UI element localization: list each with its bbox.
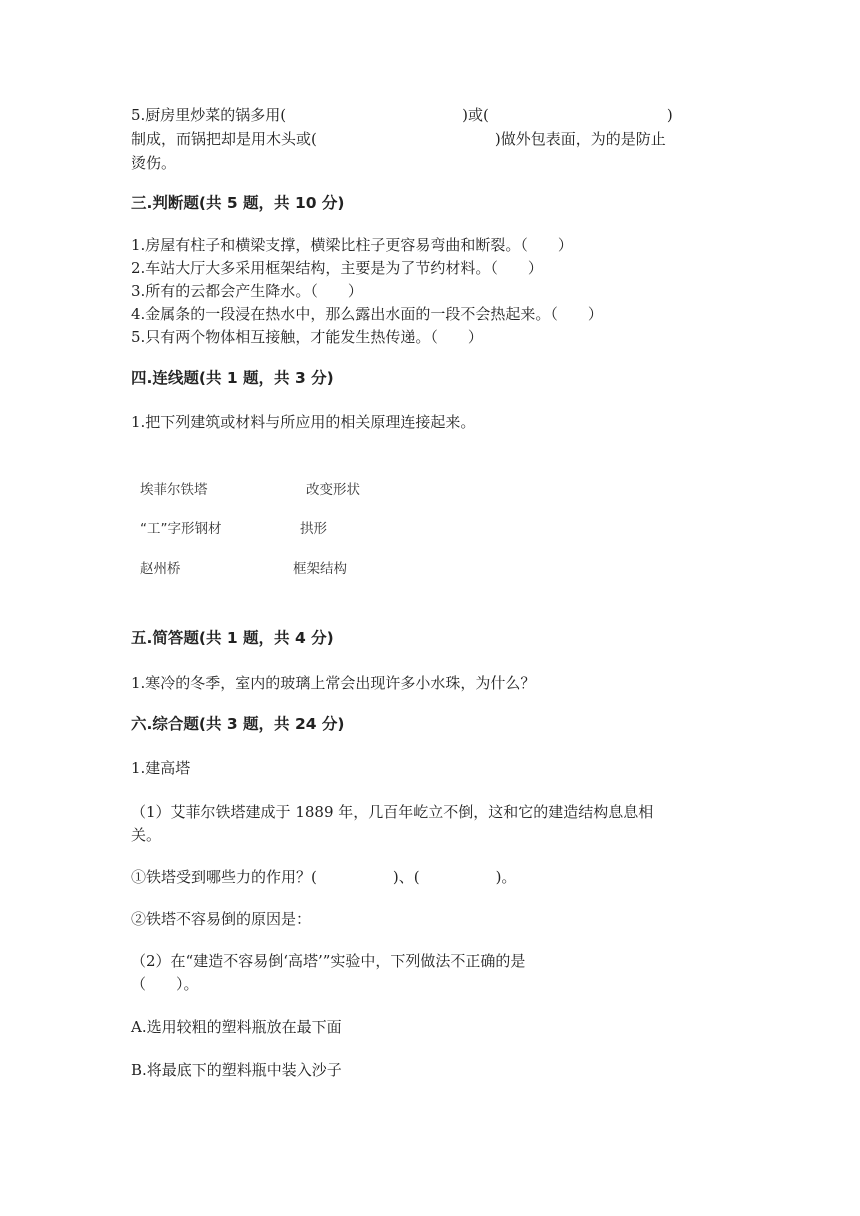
judge-item-3: 3.所有的云都会产生降水。（ ） [131,282,363,300]
match-left-3: 赵州桥 [140,561,181,577]
forces-text-c: )。 [495,868,517,886]
q5-line-1 [131,104,673,126]
section-6-title: 六.综合题(共 3 题，共 24 分) [131,715,345,733]
part2-line-2: （ ）。 [131,975,199,993]
forces-question [131,866,516,888]
forces-text-b: )、( [392,868,420,886]
short-answer-question: 1.寒冷的冬季，室内的玻璃上常会出现许多小水珠，为什么？ [131,674,536,692]
part2-line-1: （2）在“建造不容易倒‘高塔’”实验中，下列做法不正确的是 [131,952,526,970]
matching-question: 1.把下列建筑或材料与所应用的相关原理连接起来。 [131,413,476,431]
q5-text-a: 5.厨房里炒菜的锅多用( [131,106,287,124]
section-5-title: 五.简答题(共 1 题，共 4 分) [131,629,334,647]
judge-item-1: 1.房屋有柱子和横梁支撑，横梁比柱子更容易弯曲和断裂。（ ） [131,236,573,254]
match-right-2: 拱形 [300,521,327,537]
match-right-1: 改变形状 [306,482,360,498]
comprehensive-q1-title: 1.建高塔 [131,759,191,777]
q5-line-3: 烫伤。 [131,154,177,172]
forces-text-a: ①铁塔受到哪些力的作用？( [131,868,317,886]
match-left-2: “工”字形钢材 [140,521,222,537]
match-left-1: 埃菲尔铁塔 [140,482,208,498]
q5-text-e: )做外包表面，为的是防止 [494,130,666,148]
judge-item-4: 4.金属条的一段浸在热水中，那么露出水面的一段不会热起来。（ ） [131,305,603,323]
part1-line-2: 关。 [131,826,162,844]
option-a: A.选用较粗的塑料瓶放在最下面 [131,1018,342,1036]
section-3-title: 三.判断题(共 5 题，共 10 分) [131,194,345,212]
part1-line-1: （1）艾菲尔铁塔建成于 1889 年，几百年屹立不倒，这和它的建造结构息息相 [131,803,654,821]
match-right-3: 框架结构 [293,561,347,577]
q5-text-d: 制成，而锅把却是用木头或( [131,130,317,148]
q5-text-c: ) [666,106,673,124]
judge-item-2: 2.车站大厅大多采用框架结构，主要是为了节约材料。（ ） [131,259,543,277]
q5-line-2 [131,128,666,150]
section-4-title: 四.连线题(共 1 题，共 3 分) [131,369,334,387]
option-b: B.将最底下的塑料瓶中装入沙子 [131,1061,342,1079]
reason-question: ②铁塔不容易倒的原因是： [131,910,312,928]
judge-item-5: 5.只有两个物体相互接触，才能发生热传递。（ ） [131,328,483,346]
q5-text-b: )或( [462,106,489,124]
